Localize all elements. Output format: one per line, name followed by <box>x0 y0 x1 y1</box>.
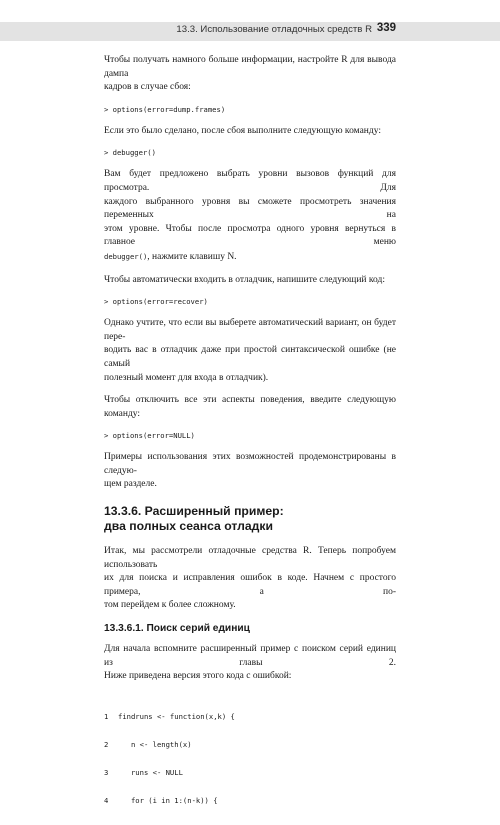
line-number: 2 <box>104 739 109 749</box>
text-line: щем разделе. <box>104 479 157 490</box>
text-line: Примеры использования этих возможностей продемонстрированы в следую- <box>104 452 396 476</box>
paragraph <box>104 125 396 139</box>
section-heading-line: два полных сеанса отладки <box>104 519 273 534</box>
text-line: том перейдем к более сложному. <box>104 600 236 611</box>
text-line: Итак, мы рассмотрели отладочные средства R. Теперь попробуем использовать <box>104 546 396 570</box>
inline-code: debugger() <box>104 251 148 261</box>
line-number: 4 <box>104 796 109 806</box>
section-heading <box>104 504 396 534</box>
section-heading-line: 13.3.6. Расширенный пример: <box>104 504 284 519</box>
text-line: Чтобы автоматически входить в отладчик, напишите следующий код: <box>104 274 385 285</box>
text-line: Если это было сделано, после сбоя выполните следующую команду: <box>104 125 381 136</box>
text-line: Для начала вспомните расширенный пример с поиском серий единиц из главы 2. <box>104 644 396 668</box>
line-number: 3 <box>104 768 109 778</box>
code-snippet: > options(error=recover) <box>104 297 208 307</box>
paragraph <box>104 317 396 385</box>
paragraph <box>104 545 396 613</box>
listing-line <box>104 740 396 749</box>
text-line: Однако учтите, что если вы выберете автоматический вариант, он будет пере- <box>104 318 396 342</box>
running-header-title: 13.3. Использование отладочных средств R <box>176 24 372 35</box>
listing-code: n <- length(x) <box>118 739 192 749</box>
text-line: кадров в случае сбоя: <box>104 82 191 93</box>
listing-code: runs <- NULL <box>118 768 183 778</box>
listing-code: for (i in 1:(n-k)) { <box>118 796 218 806</box>
text-line: их для поиска и исправления ошибок в коде. Начнем с простого примера, а по- <box>104 573 396 597</box>
paragraph <box>104 54 396 95</box>
text-line: каждого выбранного уровня вы сможете просмотреть значения переменных на <box>104 196 396 221</box>
subsection-heading: 13.3.6.1. Поиск серий единиц <box>104 623 250 635</box>
paragraph <box>104 394 396 421</box>
page-body <box>104 54 396 825</box>
listing-line <box>104 796 396 805</box>
text-line: Ниже приведена версия этого кода с ошибкой: <box>104 671 292 682</box>
text-line: полезный момент для входа в отладчик). <box>104 372 269 383</box>
inline-text: , нажмите клавишу N. <box>147 251 237 262</box>
code-snippet: > debugger() <box>104 148 156 158</box>
code-snippet: > options(error=dump.frames) <box>104 104 226 114</box>
paragraph <box>104 168 396 264</box>
text-line <box>104 250 396 265</box>
text-line: Чтобы отключить все эти аспекты поведения, введите следующую команду: <box>104 395 396 419</box>
paragraph <box>104 274 396 288</box>
code-listing <box>104 693 396 825</box>
listing-code: findruns <- function(x,k) { <box>118 711 235 721</box>
text-line: этом уровне. Чтобы после просмотра одного уровня вернуться в главное меню <box>104 223 396 248</box>
listing-line <box>104 712 396 721</box>
line-number: 1 <box>104 711 109 721</box>
code-snippet: > options(error=NULL) <box>104 431 195 441</box>
page-number: 339 <box>376 22 396 34</box>
text-line: Вам будет предложено выбрать уровни вызовов функций для просмотра. Для <box>104 169 396 193</box>
text-line: Чтобы получать намного больше информации, настройте R для вывода дампа <box>104 55 396 79</box>
text-line: водить вас в отладчик даже при простой синтаксической ошибке (не самый <box>104 345 396 369</box>
paragraph <box>104 451 396 492</box>
paragraph <box>104 643 396 684</box>
listing-line <box>104 768 396 777</box>
